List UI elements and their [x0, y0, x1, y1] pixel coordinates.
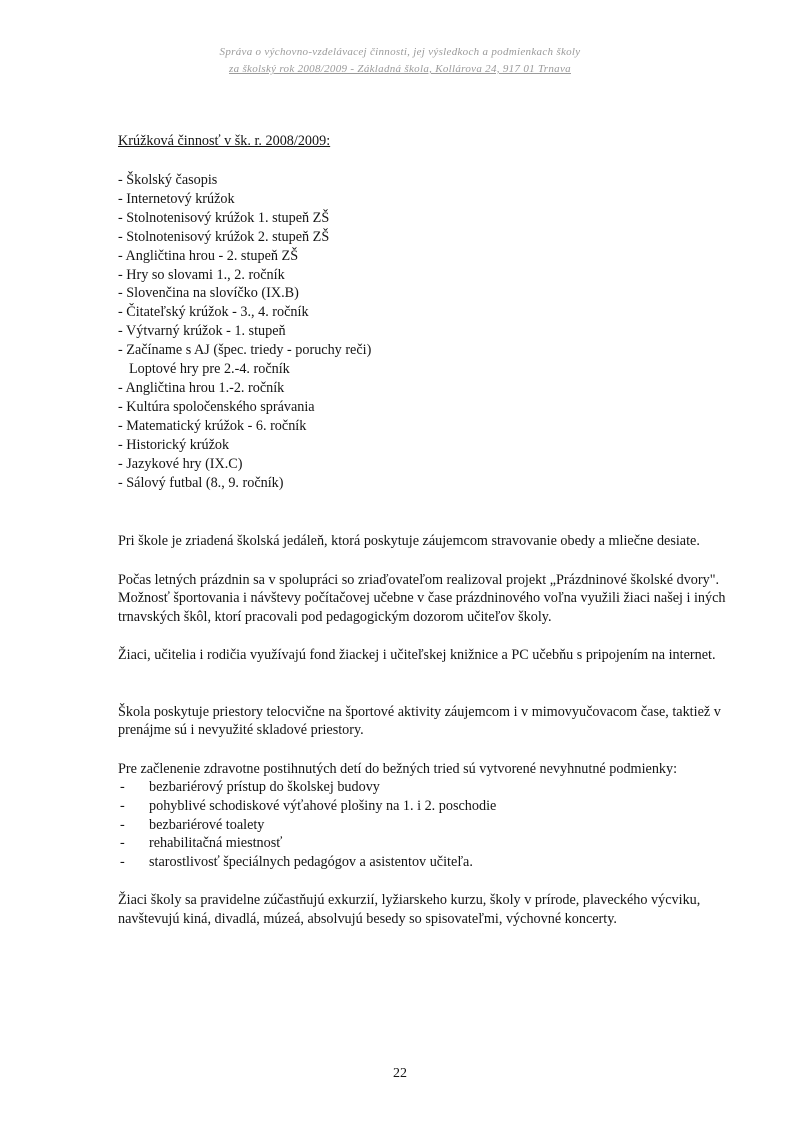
activity-item: - Stolnotenisový krúžok 1. stupeň ZŠ — [118, 209, 330, 226]
integration-item-text: starostlivosť špeciálnych pedagógov a asistentov učiteľa. — [149, 853, 473, 870]
integration-item-text: pohyblivé schodiskové výťahové plošiny na 1. i 2. poschodie — [149, 798, 497, 814]
section-heading: Krúžková činnosť v šk. r. 2008/2009: — [118, 133, 331, 149]
integration-item — [118, 797, 728, 816]
activity-item: - Angličtina hrou - 2. stupeň ZŠ — [118, 247, 299, 264]
list-dash: - — [120, 798, 125, 814]
summer-project-paragraph: Počas letných prázdnin sa v spolupráci so zriaďovateľom realizoval projekt „Prázdninové školské dvory". Možnosť športovania i návštevy počítačovej učebne v čase prázdninového voľna využili žiaci našej i iných trnavských škôl, ktorí pracovali pod pedagogickým dozorom učiteľov školy. — [118, 571, 726, 625]
running-header-line-2: za školský rok 2008/2009 - Základná škola, Kollárova 24, 917 01 Trnava — [229, 63, 571, 75]
activity-item: - Internetový krúžok — [118, 190, 235, 207]
activity-item: - Stolnotenisový krúžok 2. stupeň ZŠ — [118, 228, 330, 245]
activity-item: Loptové hry pre 2.-4. ročník — [129, 361, 290, 378]
activity-item: - Kultúra spoločenského správania — [118, 398, 315, 415]
list-dash: - — [120, 853, 125, 870]
canteen-paragraph: Pri škole je zriadená školská jedáleň, ktorá poskytuje záujemcom stravovanie obedy a mliečne desiate. — [118, 533, 700, 550]
activity-item: - Matematický krúžok - 6. ročník — [118, 417, 307, 434]
integration-item — [118, 778, 728, 797]
integration-item — [118, 834, 728, 853]
activity-item: - Historický krúžok — [118, 436, 230, 453]
activity-item: - Čitateľský krúžok - 3., 4. ročník — [118, 304, 309, 321]
page-content — [118, 131, 728, 928]
activity-item: - Školský časopis — [118, 172, 218, 188]
integration-intro-paragraph: Pre začlenenie zdravotne postihnutých detí do bežných tried sú vytvorené nevyhnutné podmienky: — [118, 760, 678, 777]
activity-item: - Angličtina hrou 1.-2. ročník — [118, 379, 285, 396]
running-header-line-1: Správa o výchovno-vzdelávacej činnosti, jej výsledkoch a podmienkach školy — [219, 46, 581, 58]
integration-item-text: bezbariérové toalety — [149, 816, 265, 833]
excursions-paragraph: Žiaci školy sa pravidelne zúčastňujú exkurzií, lyžiarskeho kurzu, školy v prírode, plaveckého výcviku, navštevujú kiná, divadlá, múzeá, absolvujú besedy so spisovateľmi, výchovné koncerty. — [118, 892, 701, 927]
page-number: 22 — [393, 1066, 407, 1081]
integration-item-text: rehabilitačná miestnosť — [149, 835, 283, 852]
list-dash: - — [120, 835, 125, 852]
gym-paragraph: Škola poskytuje priestory telocvične na športové aktivity záujemcom i v mimovyučovacom čase, taktiež v prenájme sú i nevyužité skladové priestory. — [118, 703, 721, 739]
activity-item: - Výtvarný krúžok - 1. stupeň — [118, 323, 286, 340]
activity-item: - Slovenčina na slovíčko (IX.B) — [118, 285, 299, 302]
activity-list — [118, 171, 728, 492]
list-dash: - — [120, 779, 125, 796]
list-dash: - — [120, 816, 125, 833]
integration-item — [118, 816, 728, 835]
integration-item-text: bezbariérový prístup do školskej budovy — [149, 779, 380, 796]
activity-item: - Hry so slovami 1., 2. ročník — [118, 266, 285, 283]
activity-item: - Začíname s AJ (špec. triedy - poruchy reči) — [118, 342, 372, 359]
library-paragraph: Žiaci, učitelia i rodičia využívajú fond žiackej i učiteľskej knižnice a PC učebňu s pripojením na internet. — [118, 647, 716, 664]
running-header — [120, 44, 680, 78]
integration-item — [118, 853, 728, 872]
activity-item: - Sálový futbal (8., 9. ročník) — [118, 474, 284, 491]
integration-list — [118, 778, 728, 871]
activity-item: - Jazykové hry (IX.C) — [118, 455, 243, 472]
